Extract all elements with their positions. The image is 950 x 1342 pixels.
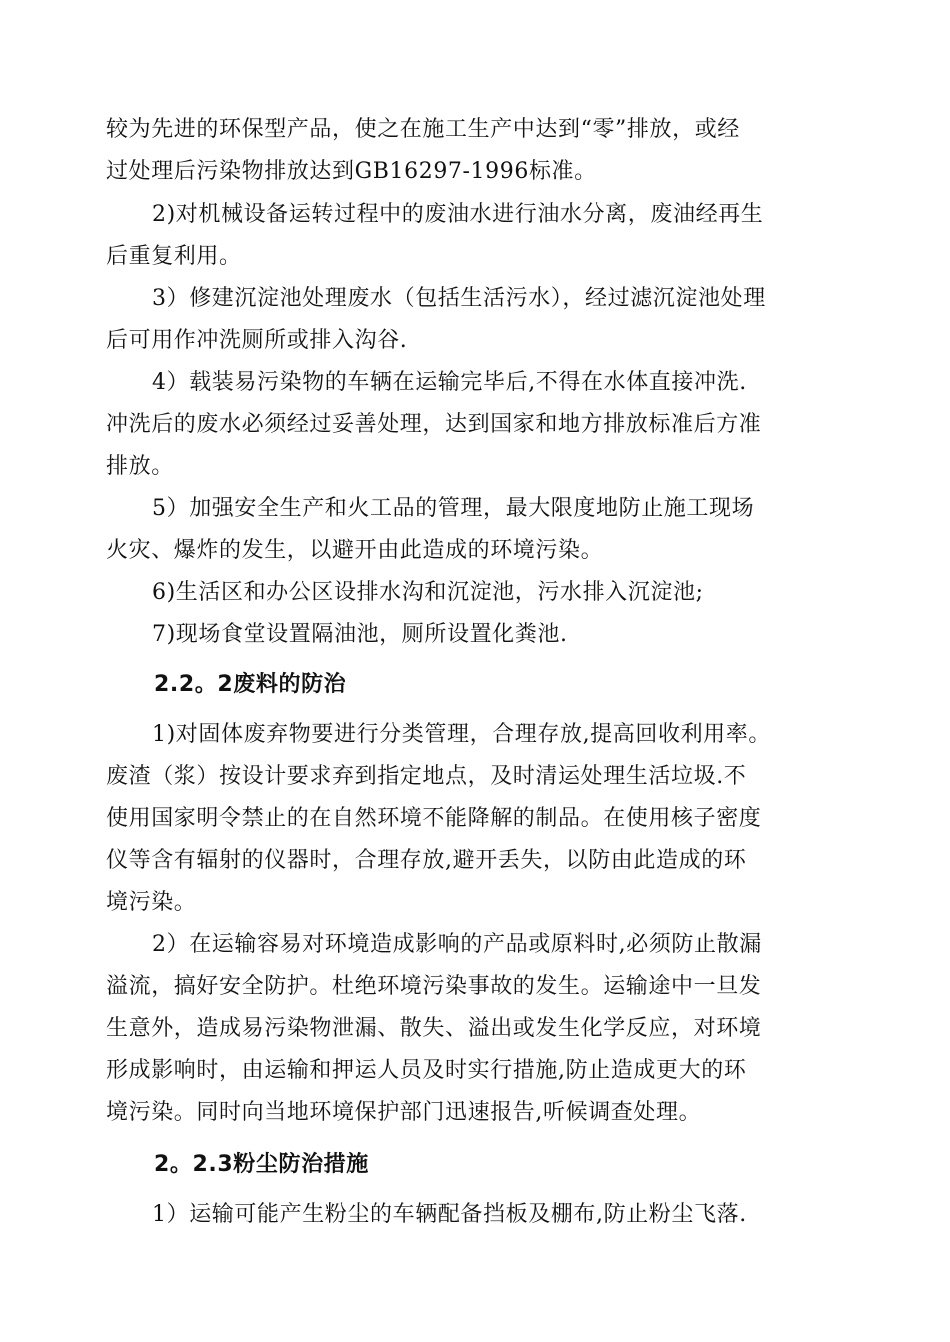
- paragraph-line: 2)对机械设备运转过程中的废油水进行油水分离，废油经再生: [152, 202, 764, 227]
- paragraph-line: 较为先进的环保型产品，使之在施工生产中达到“零”排放，或经: [106, 117, 740, 142]
- paragraph-line: 5）加强安全生产和火工品的管理，最大限度地防止施工现场: [152, 496, 755, 521]
- section-heading: 2。2.3粉尘防治措施: [154, 1152, 369, 1177]
- section-heading: 2.2。2废料的防治: [154, 672, 347, 697]
- paragraph-line: 境污染。: [106, 890, 197, 915]
- paragraph-line: 生意外，造成易污染物泄漏、散失、溢出或发生化学反应，对环境: [106, 1016, 762, 1041]
- paragraph-line: 仪等含有辐射的仪器时，合理存放,避开丢失，以防由此造成的环: [106, 848, 747, 873]
- paragraph-line: 废渣（浆）按设计要求弃到指定地点，及时清运处理生活垃圾.不: [106, 764, 747, 789]
- paragraph-line: 4）载装易污染物的车辆在运输完毕后,不得在水体直接冲洗.: [152, 370, 747, 395]
- paragraph-line: 排放。: [106, 454, 174, 479]
- paragraph-line: 使用国家明令禁止的在自然环境不能降解的制品。在使用核子密度: [106, 806, 762, 831]
- paragraph-line: 1)对固体废弃物要进行分类管理，合理存放,提高回收利用率。: [152, 722, 771, 747]
- paragraph-line: 过处理后污染物排放达到GB16297-1996标准。: [106, 159, 597, 184]
- paragraph-line: 形成影响时，由运输和押运人员及时实行措施,防止造成更大的环: [106, 1058, 747, 1083]
- paragraph-line: 1）运输可能产生粉尘的车辆配备挡板及棚布,防止粉尘飞落.: [152, 1202, 747, 1227]
- paragraph-line: 2）在运输容易对环境造成影响的产品或原料时,必须防止散漏: [152, 932, 762, 957]
- paragraph-line: 冲洗后的废水必须经过妥善处理，达到国家和地方排放标准后方准: [106, 412, 762, 437]
- paragraph-line: 火灾、爆炸的发生，以避开由此造成的环境污染。: [106, 538, 604, 563]
- paragraph-line: 溢流，搞好安全防护。杜绝环境污染事故的发生。运输途中一旦发: [106, 974, 762, 999]
- paragraph-line: 后可用作冲洗厕所或排入沟谷.: [106, 328, 408, 353]
- paragraph-line: 6)生活区和办公区设排水沟和沉淀池，污水排入沉淀池;: [152, 580, 704, 605]
- paragraph-line: 7)现场食堂设置隔油池，厕所设置化粪池.: [152, 622, 568, 647]
- paragraph-line: 境污染。同时向当地环境保护部门迅速报告,听候调查处理。: [106, 1100, 702, 1125]
- paragraph-line: 3）修建沉淀池处理废水（包括生活污水），经过滤沉淀池处理: [152, 286, 766, 311]
- paragraph-line: 后重复利用。: [106, 244, 242, 269]
